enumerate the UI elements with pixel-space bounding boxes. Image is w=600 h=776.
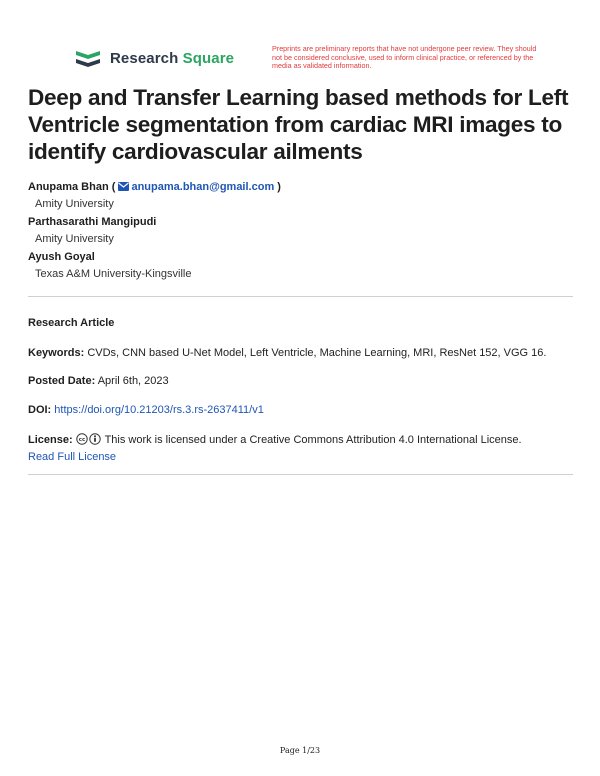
- keywords-label: Keywords:: [28, 347, 85, 359]
- read-full-license-link[interactable]: Read Full License: [28, 451, 117, 463]
- author-name: Anupama Bhan ( anupama.bhan@gmail.com ): [28, 181, 281, 193]
- by-icon: [90, 434, 100, 444]
- keywords-value: CVDs, CNN based U-Net Model, Left Ventricle, Machine Learning, MRI, ResNet 152, VGG 16.: [87, 347, 547, 359]
- logo-text-secondary: Square: [182, 49, 235, 67]
- cc-icon: [77, 434, 87, 444]
- divider-bottom: [28, 474, 573, 475]
- doi-link[interactable]: https://doi.org/10.21203/rs.3.rs-2637411/v1: [54, 404, 264, 416]
- author-1-affiliation: Amity University: [35, 198, 114, 210]
- research-square-logo-icon: [74, 48, 102, 68]
- logo-text: [110, 50, 234, 67]
- doi-row: [28, 402, 573, 419]
- logo-text-primary: Research: [110, 49, 179, 67]
- author-list: [28, 179, 573, 284]
- license-text: This work is licensed under a Creative Commons Attribution 4.0 International License.: [104, 434, 522, 446]
- research-square-logo[interactable]: [74, 46, 234, 70]
- author-2-name: Parthasarathi Mangipudi: [28, 216, 157, 228]
- author-2-affiliation: Amity University: [35, 233, 114, 245]
- posted-date-value: April 6th, 2023: [97, 375, 169, 387]
- author-3-affiliation: Texas A&M University-Kingsville: [35, 268, 192, 280]
- cc-license-icons: [76, 433, 102, 445]
- svg-text:cc: cc: [78, 437, 85, 444]
- license-label: License:: [28, 434, 73, 446]
- license-row: [28, 432, 573, 466]
- posted-date-label: Posted Date:: [28, 375, 96, 387]
- divider-top: [28, 296, 573, 297]
- author-1-email-link[interactable]: anupama.bhan@gmail.com: [131, 181, 275, 193]
- paper-title: Deep and Transfer Learning based methods for Left Ventricle segmentation from cardiac MRI images to identify cardiovascular ailments: [28, 85, 569, 164]
- author-1-name: Anupama Bhan: [28, 181, 109, 193]
- preprint-disclaimer: Preprints are preliminary reports that have not undergone peer review. They should not be considered conclusive, used to inform clinical practice, or referenced by the media as validated information.: [272, 44, 537, 71]
- article-type: Research Article: [28, 317, 115, 329]
- doi-label: DOI:: [28, 404, 52, 416]
- envelope-icon: [118, 182, 129, 191]
- page-number: Page 1/23: [279, 746, 321, 755]
- posted-date-row: [28, 373, 573, 390]
- author-3-name: Ayush Goyal: [28, 251, 95, 263]
- keywords-row: [28, 345, 573, 362]
